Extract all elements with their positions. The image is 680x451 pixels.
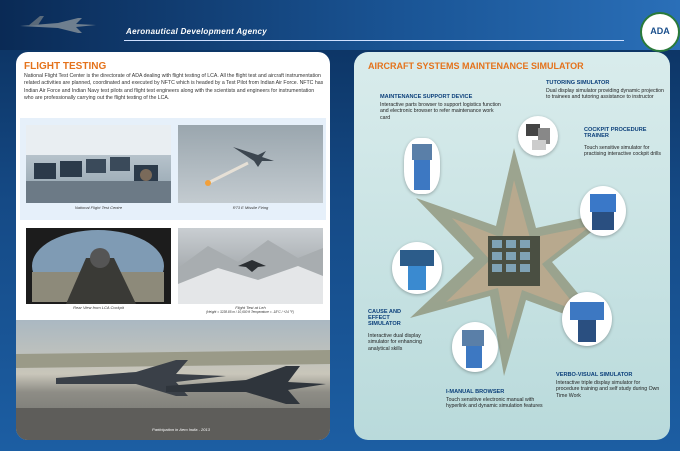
i-manual-browser-desc: Touch sensitive electronic manual with hyperlink and dynamic simulation features <box>446 397 543 410</box>
asms-panel <box>354 52 670 440</box>
flight-testing-panel <box>16 52 330 440</box>
maintenance-support-device-desc: Interactive parts browser to support logistics function and electronic browser to refer maintenance work card <box>380 102 501 121</box>
missile-caption: R73 E Missile Firing <box>232 205 269 210</box>
header-banner <box>0 0 680 50</box>
cockpit-caption: Rear View from LCA Cockpit <box>73 305 124 310</box>
flight-testing-title: FLIGHT TESTING <box>24 61 107 72</box>
i-manual-browser-image <box>452 322 498 372</box>
tutoring-simulator-desc: Dual display simulator providing dynamic projection to trainees and tutoring assistance to instructor <box>546 88 664 101</box>
cockpit-photo <box>26 228 171 304</box>
jet-icon <box>18 12 98 36</box>
agency-name: Aeronautical Development Agency <box>126 27 268 36</box>
asms-title: AIRCRAFT SYSTEMS MAINTENANCE SIMULATOR <box>368 61 584 71</box>
maintenance-support-device-image <box>404 138 440 194</box>
cockpit-procedure-trainer-image <box>580 186 626 236</box>
leh-photo <box>178 228 323 304</box>
ada-logo <box>640 12 680 52</box>
flight-testing-body: National Flight Test Center is the directorate of ADA dealing with flight testing of LCA. All the flight test and aircraft instrumentation related activities are planned, coordinated and executed by NFTC which is headed by a Test Pilot from Indian Air Force. NFTC has Indian Air Force and Indian Navy test pilots and flight test engineers along with the scientists and engineers for instrumentation who are professionally carrying out the flight testing of the LCA. <box>24 73 324 102</box>
nftc-photo <box>26 125 171 203</box>
aero-india-photo <box>16 320 330 440</box>
aero-india-caption: Participation in Aero India - 2013 <box>152 427 210 432</box>
nftc-caption: National Flight Test Centre <box>74 205 123 210</box>
tutoring-simulator-image <box>518 116 558 156</box>
verbo-visual-simulator-image <box>562 292 612 346</box>
missile-photo <box>178 125 323 203</box>
cockpit-procedure-trainer-label: COCKPIT PROCEDURE TRAINER <box>584 127 647 139</box>
verbo-visual-simulator-label: VERBO-VISUAL SIMULATOR <box>556 372 633 378</box>
cockpit-procedure-trainer-desc: Touch sensitive simulator for practising interactive cockpit drills <box>584 145 661 158</box>
cause-and-effect-simulator-image <box>392 242 442 294</box>
cause-and-effect-simulator-desc: Interactive dual display simulator for enhancing analytical skills <box>368 333 422 352</box>
cause-and-effect-simulator-label: CAUSE AND EFFECT SIMULATOR <box>368 309 402 327</box>
verbo-visual-simulator-desc: Interactive triple display simulator for procedure training and self study during Own Time Work <box>556 380 660 399</box>
maintenance-support-device-label: MAINTENANCE SUPPORT DEVICE <box>380 94 473 100</box>
tutoring-simulator-label: TUTORING SIMULATOR <box>546 80 610 86</box>
logo-text: ADA <box>650 26 670 36</box>
leh-subcaption: (Height = 3238.85 m / 10,600 ft Temperature = -18°C / +24 °F) <box>206 310 294 314</box>
header-rule <box>124 40 624 41</box>
i-manual-browser-label: I-MANUAL BROWSER <box>446 389 505 395</box>
leh-caption: Flight Test at Leh <box>235 305 266 310</box>
